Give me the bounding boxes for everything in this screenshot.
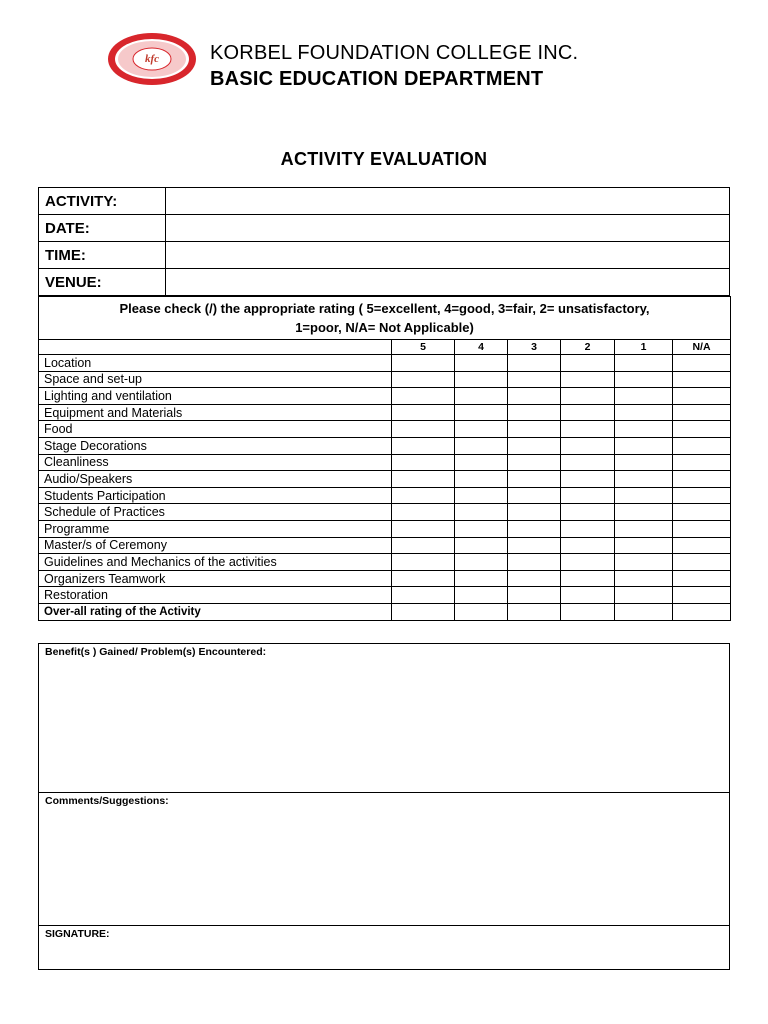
rating-checkbox-cell[interactable]	[455, 404, 508, 421]
signature-label: SIGNATURE:	[45, 928, 110, 940]
rating-item-label: Master/s of Ceremony	[39, 537, 392, 554]
rating-checkbox-cell[interactable]	[392, 587, 455, 604]
activity-info-table	[38, 187, 730, 296]
rating-column-header: N/A	[673, 340, 731, 355]
college-seal-logo	[107, 32, 197, 86]
rating-checkbox-cell[interactable]	[455, 570, 508, 587]
rating-checkbox-cell[interactable]	[673, 587, 731, 604]
rating-checkbox-cell[interactable]	[508, 520, 561, 537]
rating-item-row	[39, 570, 731, 587]
rating-checkbox-cell[interactable]	[615, 587, 673, 604]
venue-label: VENUE:	[39, 269, 166, 296]
rating-checkbox-cell[interactable]	[392, 520, 455, 537]
rating-checkbox-cell[interactable]	[561, 587, 615, 604]
rating-checkbox-cell[interactable]	[508, 487, 561, 504]
rating-instructions-line1: Please check (/) the appropriate rating ( 5=excellent, 4=good, 3=fair, 2= unsatisfactory,	[119, 301, 650, 316]
rating-column-header: 4	[455, 340, 508, 355]
rating-item-row	[39, 355, 731, 372]
rating-item-row	[39, 554, 731, 571]
rating-checkbox-cell[interactable]	[392, 404, 455, 421]
rating-item-label: Schedule of Practices	[39, 504, 392, 521]
comments-suggestions-box[interactable]	[38, 792, 730, 926]
rating-item-row	[39, 520, 731, 537]
rating-checkbox-cell[interactable]	[673, 454, 731, 471]
department-name: BASIC EDUCATION DEPARTMENT	[210, 68, 544, 90]
rating-item-row	[39, 404, 731, 421]
rating-checkbox-cell[interactable]	[392, 570, 455, 587]
overall-rating-label: Over-all rating of the Activity	[39, 603, 392, 620]
date-label: DATE:	[39, 215, 166, 242]
rating-item-label: Guidelines and Mechanics of the activities	[39, 554, 392, 571]
rating-checkbox-cell[interactable]	[615, 570, 673, 587]
activity-field[interactable]	[166, 188, 730, 215]
rating-checkbox-cell[interactable]	[615, 487, 673, 504]
rating-checkbox-cell[interactable]	[392, 504, 455, 521]
comments-suggestions-label: Comments/Suggestions:	[45, 795, 169, 807]
institution-name: KORBEL FOUNDATION COLLEGE INC.	[210, 42, 579, 64]
rating-item-row	[39, 471, 731, 488]
rating-item-label: Stage Decorations	[39, 437, 392, 454]
rating-checkbox-cell[interactable]	[561, 421, 615, 438]
benefits-problems-box[interactable]	[38, 643, 730, 793]
rating-column-header: 5	[392, 340, 455, 355]
activity-label: ACTIVITY:	[39, 188, 166, 215]
rating-instructions-line2: 1=poor, N/A= Not Applicable)	[295, 320, 474, 335]
rating-checkbox-cell[interactable]	[455, 603, 508, 620]
venue-field[interactable]	[166, 269, 730, 296]
rating-checkbox-cell[interactable]	[455, 587, 508, 604]
info-row-time	[39, 242, 730, 269]
rating-item-row	[39, 504, 731, 521]
info-row-date	[39, 215, 730, 242]
rating-checkbox-cell[interactable]	[673, 471, 731, 488]
rating-checkbox-cell[interactable]	[455, 520, 508, 537]
rating-checkbox-cell[interactable]	[561, 520, 615, 537]
overall-rating-row	[39, 603, 731, 620]
rating-checkbox-cell[interactable]	[561, 388, 615, 405]
rating-item-row	[39, 537, 731, 554]
rating-item-label: Organizers Teamwork	[39, 570, 392, 587]
rating-checkbox-cell[interactable]	[673, 437, 731, 454]
rating-checkbox-cell[interactable]	[508, 537, 561, 554]
rating-checkbox-cell[interactable]	[392, 603, 455, 620]
rating-checkbox-cell[interactable]	[392, 437, 455, 454]
rating-checkbox-cell[interactable]	[508, 504, 561, 521]
rating-item-label: Audio/Speakers	[39, 471, 392, 488]
rating-item-row	[39, 487, 731, 504]
rating-checkbox-cell[interactable]	[673, 520, 731, 537]
rating-checkbox-cell[interactable]	[392, 454, 455, 471]
rating-checkbox-cell[interactable]	[561, 537, 615, 554]
rating-item-label: Food	[39, 421, 392, 438]
rating-checkbox-cell[interactable]	[673, 388, 731, 405]
rating-checkbox-cell[interactable]	[673, 554, 731, 571]
rating-item-row	[39, 437, 731, 454]
rating-checkbox-cell[interactable]	[673, 487, 731, 504]
rating-checkbox-cell[interactable]	[392, 537, 455, 554]
rating-item-row	[39, 587, 731, 604]
rating-checkbox-cell[interactable]	[673, 371, 731, 388]
rating-checkbox-cell[interactable]	[392, 355, 455, 372]
rating-checkbox-cell[interactable]	[455, 487, 508, 504]
rating-checkbox-cell[interactable]	[508, 355, 561, 372]
rating-checkbox-cell[interactable]	[561, 504, 615, 521]
rating-checkbox-cell[interactable]	[508, 388, 561, 405]
rating-checkbox-cell[interactable]	[508, 587, 561, 604]
rating-header-blank	[39, 340, 392, 355]
rating-checkbox-cell[interactable]	[455, 471, 508, 488]
rating-checkbox-cell[interactable]	[673, 355, 731, 372]
rating-checkbox-cell[interactable]	[561, 437, 615, 454]
benefits-problems-label: Benefit(s ) Gained/ Problem(s) Encountered:	[45, 646, 267, 658]
rating-checkbox-cell[interactable]	[392, 388, 455, 405]
rating-checkbox-cell[interactable]	[508, 554, 561, 571]
rating-checkbox-cell[interactable]	[615, 404, 673, 421]
rating-checkbox-cell[interactable]	[615, 437, 673, 454]
rating-checkbox-cell[interactable]	[561, 404, 615, 421]
rating-checkbox-cell[interactable]	[455, 437, 508, 454]
rating-item-label: Restoration	[39, 587, 392, 604]
rating-checkbox-cell[interactable]	[508, 371, 561, 388]
rating-column-header: 3	[508, 340, 561, 355]
rating-checkbox-cell[interactable]	[615, 454, 673, 471]
rating-checkbox-cell[interactable]	[392, 371, 455, 388]
rating-checkbox-cell[interactable]	[508, 454, 561, 471]
rating-checkbox-cell[interactable]	[392, 487, 455, 504]
rating-checkbox-cell[interactable]	[673, 421, 731, 438]
rating-checkbox-cell[interactable]	[615, 471, 673, 488]
rating-checkbox-cell[interactable]	[508, 603, 561, 620]
rating-checkbox-cell[interactable]	[673, 603, 731, 620]
rating-checkbox-cell[interactable]	[455, 355, 508, 372]
rating-checkbox-cell[interactable]	[561, 487, 615, 504]
rating-checkbox-cell[interactable]	[455, 504, 508, 521]
rating-checkbox-cell[interactable]	[561, 371, 615, 388]
date-field[interactable]	[166, 215, 730, 242]
rating-checkbox-cell[interactable]	[455, 537, 508, 554]
svg-text:kfc: kfc	[144, 53, 160, 65]
rating-item-row	[39, 454, 731, 471]
rating-checkbox-cell[interactable]	[561, 603, 615, 620]
rating-checkbox-cell[interactable]	[508, 570, 561, 587]
rating-checkbox-cell[interactable]	[455, 421, 508, 438]
rating-checkbox-cell[interactable]	[615, 421, 673, 438]
rating-checkbox-cell[interactable]	[615, 355, 673, 372]
rating-checkbox-cell[interactable]	[673, 404, 731, 421]
rating-item-row	[39, 388, 731, 405]
rating-checkbox-cell[interactable]	[615, 504, 673, 521]
rating-checkbox-cell[interactable]	[615, 520, 673, 537]
rating-checkbox-cell[interactable]	[455, 554, 508, 571]
rating-item-label: Students Participation	[39, 487, 392, 504]
rating-checkbox-cell[interactable]	[615, 388, 673, 405]
rating-column-header: 1	[615, 340, 673, 355]
rating-checkbox-cell[interactable]	[673, 504, 731, 521]
rating-checkbox-cell[interactable]	[615, 537, 673, 554]
rating-item-label: Space and set-up	[39, 371, 392, 388]
rating-checkbox-cell[interactable]	[508, 471, 561, 488]
rating-checkbox-cell[interactable]	[455, 388, 508, 405]
rating-checkbox-cell[interactable]	[561, 454, 615, 471]
rating-checkbox-cell[interactable]	[673, 570, 731, 587]
rating-checkbox-cell[interactable]	[392, 421, 455, 438]
rating-checkbox-cell[interactable]	[392, 471, 455, 488]
rating-column-header: 2	[561, 340, 615, 355]
rating-item-label: Location	[39, 355, 392, 372]
time-field[interactable]	[166, 242, 730, 269]
rating-checkbox-cell[interactable]	[615, 554, 673, 571]
rating-checkbox-cell[interactable]	[508, 421, 561, 438]
rating-header-row	[39, 340, 731, 355]
time-label: TIME:	[39, 242, 166, 269]
rating-checkbox-cell[interactable]	[673, 537, 731, 554]
rating-table	[38, 296, 731, 621]
rating-item-label: Lighting and ventilation	[39, 388, 392, 405]
rating-checkbox-cell[interactable]	[455, 454, 508, 471]
rating-checkbox-cell[interactable]	[561, 554, 615, 571]
rating-checkbox-cell[interactable]	[561, 355, 615, 372]
form-title: ACTIVITY EVALUATION	[280, 149, 488, 169]
rating-instructions	[39, 297, 731, 340]
rating-checkbox-cell[interactable]	[508, 437, 561, 454]
rating-checkbox-cell[interactable]	[392, 554, 455, 571]
rating-checkbox-cell[interactable]	[615, 371, 673, 388]
rating-checkbox-cell[interactable]	[561, 570, 615, 587]
rating-checkbox-cell[interactable]	[455, 371, 508, 388]
signature-box[interactable]	[38, 925, 730, 970]
rating-item-label: Cleanliness	[39, 454, 392, 471]
rating-checkbox-cell[interactable]	[561, 471, 615, 488]
rating-item-row	[39, 421, 731, 438]
rating-item-label: Equipment and Materials	[39, 404, 392, 421]
rating-item-label: Programme	[39, 520, 392, 537]
info-row-venue	[39, 269, 730, 296]
rating-checkbox-cell[interactable]	[615, 603, 673, 620]
rating-item-row	[39, 371, 731, 388]
info-row-activity	[39, 188, 730, 215]
rating-checkbox-cell[interactable]	[508, 404, 561, 421]
